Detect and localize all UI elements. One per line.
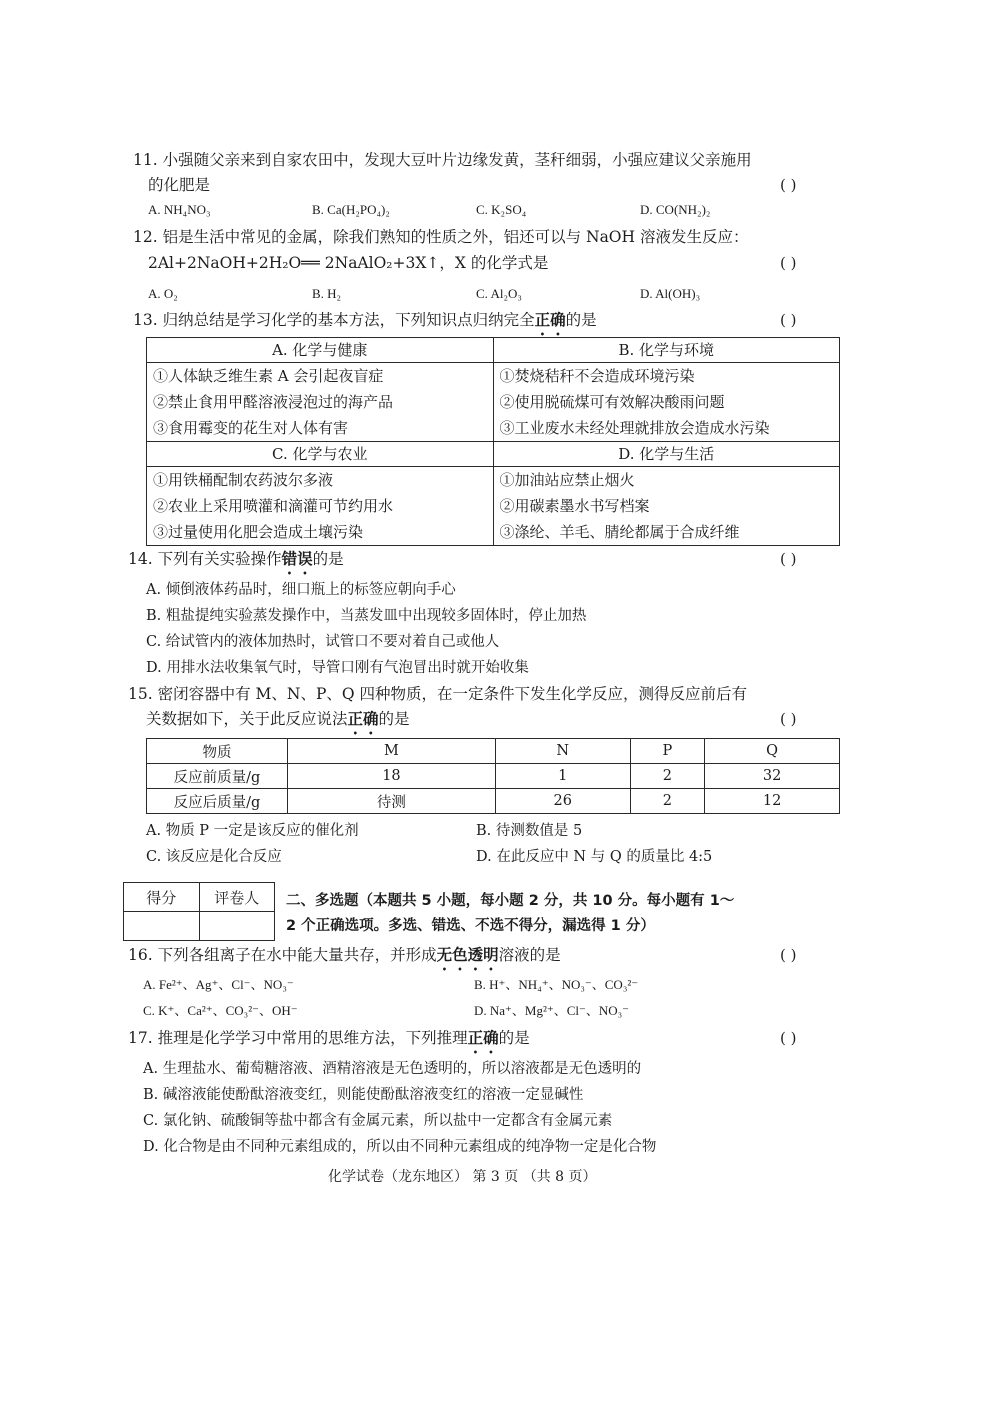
q16-stem: 16. 下列各组离子在水中能大量共存，并形成无色透明溶液的是 bbox=[128, 945, 561, 964]
list-item: ③食用霉变的花生对人体有害 bbox=[153, 419, 349, 437]
q13-block-c-title: C. 化学与农业 bbox=[147, 442, 494, 467]
table-row bbox=[147, 764, 840, 789]
table-header-cell: N bbox=[495, 739, 630, 764]
q11-stem-line2: 的化肥是 bbox=[148, 176, 211, 194]
table-header-cell: M bbox=[288, 739, 496, 764]
q12-option-c: C. Al₂O₃ bbox=[476, 286, 522, 301]
q13-stem: 13. 归纳总结是学习化学的基本方法，下列知识点归纳完全正确的是 bbox=[133, 310, 597, 329]
q17-emphasis: 正确 bbox=[467, 1028, 499, 1047]
q13-block-c-items bbox=[147, 467, 494, 546]
table-cell: 12 bbox=[705, 789, 840, 814]
q16-emphasis: 无色透明 bbox=[436, 945, 499, 964]
q16-option-d: D. Na⁺、Mg²⁺、Cl⁻、NO₃⁻ bbox=[474, 1003, 630, 1018]
table-cell: 26 bbox=[495, 789, 630, 814]
q12-option-d: D. Al(OH)₃ bbox=[640, 286, 701, 301]
q13-block-b-title: B. 化学与环境 bbox=[493, 338, 840, 363]
q12-option-a: A. O₂ bbox=[148, 286, 178, 301]
q14-emphasis: 错误 bbox=[281, 549, 313, 568]
q17-answer-paren: ( ) bbox=[780, 1029, 797, 1047]
q16-option-b: B. H⁺、NH₄⁺、NO₃⁻、CO₃²⁻ bbox=[474, 977, 639, 992]
score-blank[interactable] bbox=[124, 912, 200, 941]
table-cell: 1 bbox=[495, 764, 630, 789]
list-item: ①加油站应禁止烟火 bbox=[499, 471, 635, 489]
list-item: ②使用脱硫煤可有效解决酸雨问题 bbox=[499, 393, 725, 411]
q16-answer-paren: ( ) bbox=[780, 946, 797, 964]
page-footer: 化学试卷（龙东地区） 第 3 页 （共 8 页） bbox=[328, 1169, 597, 1185]
q15-option-c: C. 该反应是化合反应 bbox=[146, 849, 282, 865]
q17-option-d: D. 化合物是由不同种元素组成的，所以由不同种元素组成的纯净物一定是化合物 bbox=[143, 1139, 657, 1155]
q14-option-a: A. 倾倒液体药品时，细口瓶上的标签应朝向手心 bbox=[146, 582, 456, 598]
q12-option-b: B. H₂ bbox=[312, 286, 342, 301]
q13-block-b-items bbox=[493, 363, 840, 442]
q15-answer-paren: ( ) bbox=[780, 710, 797, 728]
table-cell: 2 bbox=[630, 764, 705, 789]
q11-option-a: A. NH₄NO₃ bbox=[148, 202, 211, 217]
table-cell: 2 bbox=[630, 789, 705, 814]
section2-heading-line2: 2 个正确选项。多选、错选、不选不得分，漏选得 1 分） bbox=[286, 918, 655, 934]
q17-option-a: A. 生理盐水、葡萄糖溶液、酒精溶液是无色透明的，所以溶液都是无色透明的 bbox=[143, 1061, 642, 1077]
grader-blank[interactable] bbox=[199, 912, 275, 941]
list-item: ③工业废水未经处理就排放会造成水污染 bbox=[499, 419, 770, 437]
score-box bbox=[123, 882, 275, 941]
list-item: ①人体缺乏维生素 A 会引起夜盲症 bbox=[153, 367, 384, 385]
q12-stem-line2: 2Al+2NaOH+2H₂O══ 2NaAlO₂+3X↑，X 的化学式是 bbox=[148, 254, 549, 272]
table-cell: 反应前质量/g bbox=[147, 764, 288, 789]
list-item: ③过量使用化肥会造成土壤污染 bbox=[153, 523, 364, 541]
q11-answer-paren: ( ) bbox=[780, 176, 797, 194]
table-cell: 32 bbox=[705, 764, 840, 789]
section2-heading-line1: 二、多选题（本题共 5 小题，每小题 2 分，共 10 分。每小题有 1～ bbox=[286, 893, 735, 909]
q14-option-b: B. 粗盐提纯实验蒸发操作中，当蒸发皿中出现较多固体时，停止加热 bbox=[146, 608, 587, 624]
q16-option-a: A. Fe²⁺、Ag⁺、Cl⁻、NO₃⁻ bbox=[143, 977, 294, 992]
q11-option-d: D. CO(NH₂)₂ bbox=[640, 202, 711, 217]
table-header-cell: 物质 bbox=[147, 739, 288, 764]
q13-block-d-items bbox=[493, 467, 840, 546]
q17-stem: 17. 推理是化学学习中常用的思维方法，下列推理正确的是 bbox=[128, 1028, 530, 1047]
table-cell: 反应后质量/g bbox=[147, 789, 288, 814]
q11-option-b: B. Ca(H₂PO₄)₂ bbox=[312, 202, 390, 217]
table-header-cell: P bbox=[630, 739, 705, 764]
q14-stem: 14. 下列有关实验操作错误的是 bbox=[128, 549, 344, 568]
list-item: ①用铁桶配制农药波尔多液 bbox=[153, 471, 334, 489]
score-label: 得分 bbox=[124, 883, 200, 912]
table-header-cell: Q bbox=[705, 739, 840, 764]
list-item: ②农业上采用喷灌和滴灌可节约用水 bbox=[153, 497, 394, 515]
q13-block-a-title: A. 化学与健康 bbox=[147, 338, 494, 363]
q12-stem-line1: 12. 铝是生活中常见的金属，除我们熟知的性质之外，铝还可以与 NaOH 溶液发生反应： bbox=[133, 228, 749, 246]
list-item: ②禁止食用甲醛溶液浸泡过的海产品 bbox=[153, 393, 394, 411]
list-item: ②用碳素墨水书写档案 bbox=[499, 497, 650, 515]
q13-knowledge-table bbox=[146, 337, 840, 546]
table-cell: 18 bbox=[288, 764, 496, 789]
q14-option-c: C. 给试管内的液体加热时，试管口不要对着自己或他人 bbox=[146, 634, 500, 650]
table-row bbox=[147, 789, 840, 814]
q17-option-c: C. 氯化钠、硫酸铜等盐中都含有金属元素，所以盐中一定都含有金属元素 bbox=[143, 1113, 613, 1129]
q15-option-b: B. 待测数值是 5 bbox=[476, 823, 583, 839]
q15-stem-line2: 关数据如下，关于此反应说法正确的是 bbox=[146, 709, 410, 728]
q14-answer-paren: ( ) bbox=[780, 550, 797, 568]
q12-answer-paren: ( ) bbox=[780, 254, 797, 272]
table-cell: 待测 bbox=[288, 789, 496, 814]
q13-answer-paren: ( ) bbox=[780, 311, 797, 329]
q14-option-d: D. 用排水法收集氧气时，导管口刚有气泡冒出时就开始收集 bbox=[146, 660, 529, 676]
q11-stem-line1: 11. 小强随父亲来到自家农田中，发现大豆叶片边缘发黄，茎秆细弱，小强应建议父亲施用 bbox=[133, 151, 752, 169]
q15-option-d: D. 在此反应中 N 与 Q 的质量比 4:5 bbox=[476, 849, 713, 865]
list-item: ③涤纶、羊毛、腈纶都属于合成纤维 bbox=[499, 523, 740, 541]
q15-emphasis: 正确 bbox=[347, 709, 379, 728]
table-row bbox=[147, 739, 840, 764]
q13-emphasis: 正确 bbox=[534, 310, 566, 329]
q11-option-c: C. K₂SO₄ bbox=[476, 202, 527, 217]
q15-mass-table bbox=[146, 738, 840, 814]
q16-option-c: C. K⁺、Ca²⁺、CO₃²⁻、OH⁻ bbox=[143, 1003, 298, 1018]
list-item: ①焚烧秸秆不会造成环境污染 bbox=[499, 367, 695, 385]
q17-option-b: B. 碱溶液能使酚酞溶液变红，则能使酚酞溶液变红的溶液一定显碱性 bbox=[143, 1087, 584, 1103]
q15-stem-line1: 15. 密闭容器中有 M、N、P、Q 四种物质，在一定条件下发生化学反应，测得反应前后有 bbox=[128, 685, 748, 703]
q13-block-d-title: D. 化学与生活 bbox=[493, 442, 840, 467]
grader-label: 评卷人 bbox=[199, 883, 275, 912]
q13-block-a-items bbox=[147, 363, 494, 442]
q15-option-a: A. 物质 P 一定是该反应的催化剂 bbox=[146, 823, 359, 839]
